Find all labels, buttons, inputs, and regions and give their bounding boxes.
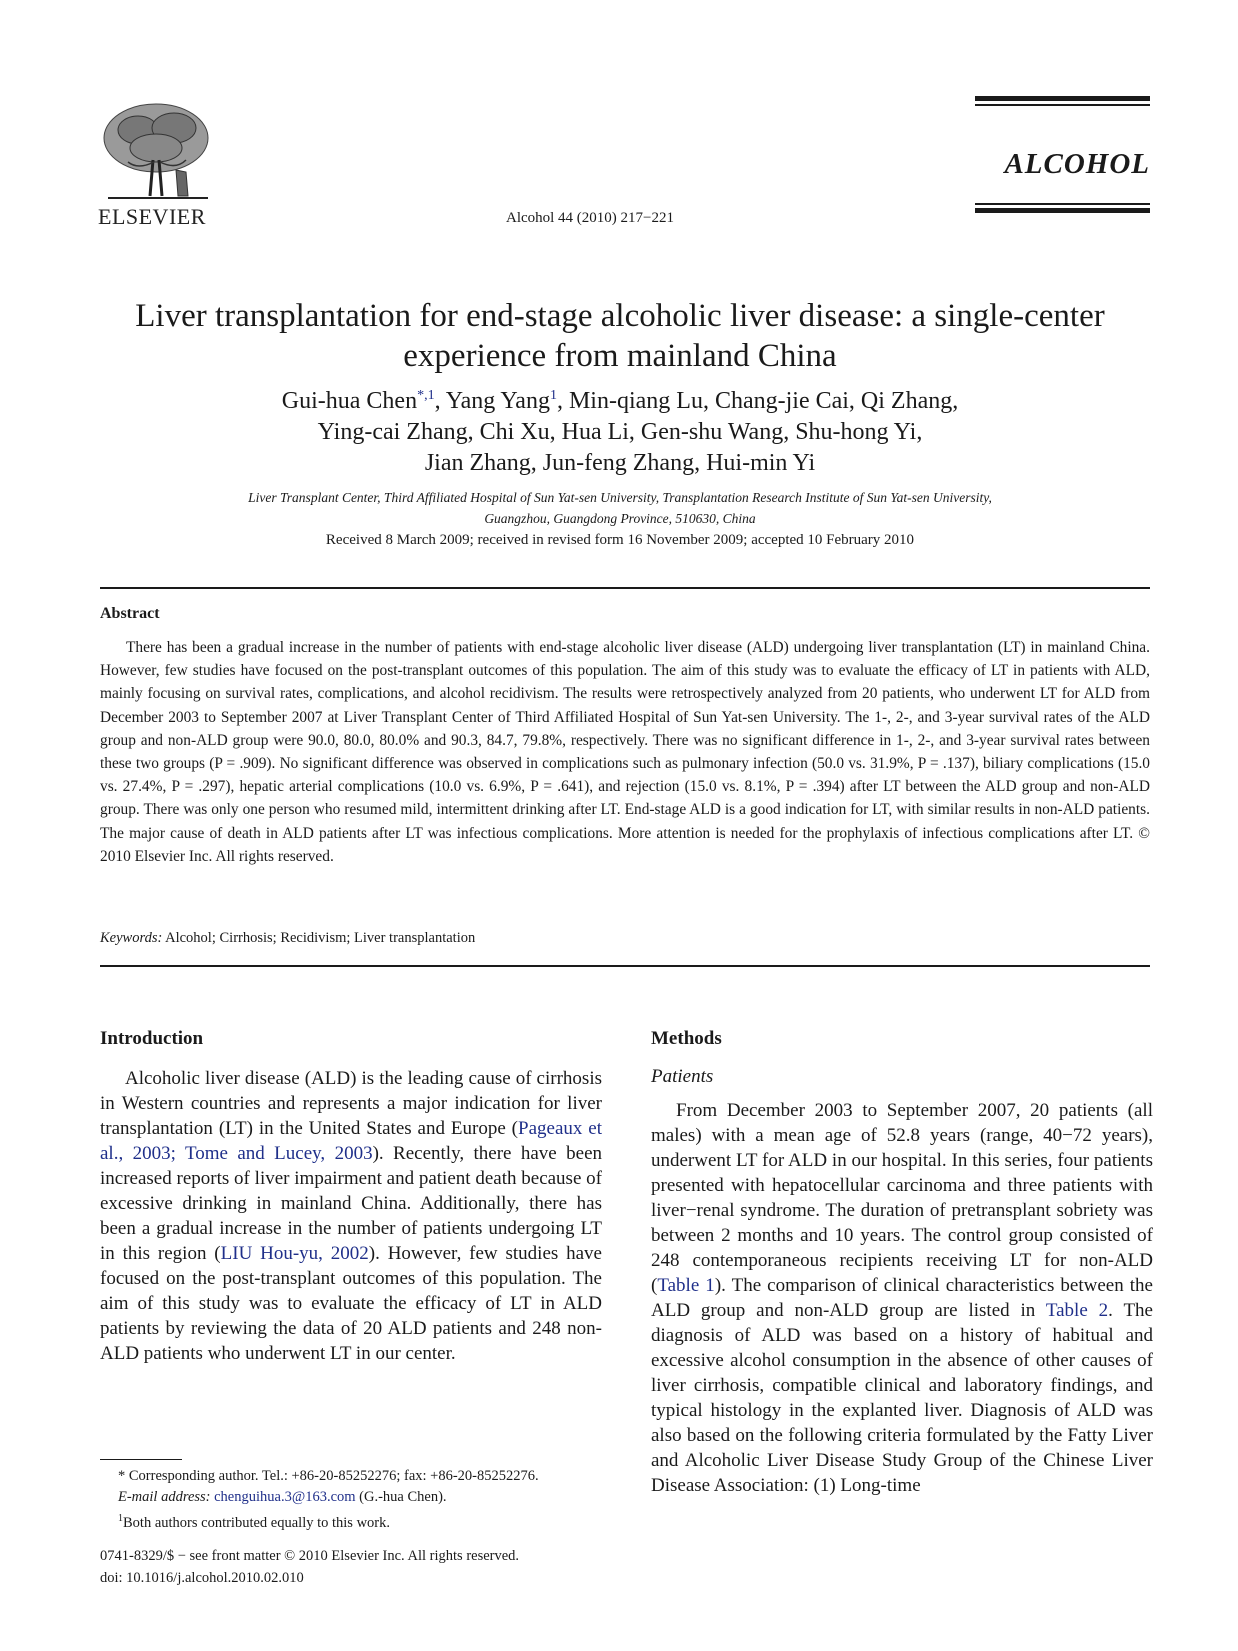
article-title: Liver transplantation for end-stage alcoholic liver disease: a single-center experience from mainland China bbox=[135, 298, 1105, 374]
keywords-list: Alcohol; Cirrhosis; Recidivism; Liver transplantation bbox=[165, 930, 476, 946]
table-link[interactable]: Table 2 bbox=[1045, 1300, 1109, 1321]
body-text: Alcoholic liver disease (ALD) is the leading cause of cirrhosis in Western countries and represents a major indication for liver transplantation (LT) in the United States and Europe ( bbox=[100, 1068, 602, 1139]
author-marks[interactable]: 1 bbox=[549, 388, 557, 403]
body-text: From December 2003 to September 2007, 20 patients (all males) with a mean age of 52.8 years (range, 40−72 years), underwent LT for ALD in our hospital. In this series, four patients presented with hepatocellular carcinoma and three patients with liver−renal syndrome. The duration of pretransplant sobriety was between 2 months and 10 years. The control group consisted of 248 contemporaneous recipients receiving LT for non-ALD ( bbox=[651, 1100, 1153, 1296]
author-marks[interactable]: *,1 bbox=[417, 388, 435, 403]
body-text: ). However, few studies have focused on the post-transplant outcomes of this population. The aim of this study was to evaluate the efficacy of LT in ALD patients by reviewing the data of 20 ALD patients and 248 non-ALD patients who underwent LT in our center. bbox=[100, 1243, 602, 1364]
body-text: ). Recently, there have been increased reports of liver impairment and patient death because of excessive drinking in mainland China. Additionally, there has been a gradual increase in the number of patients undergoing LT in this region ( bbox=[100, 1143, 603, 1264]
footnote-text: Both authors contributed equally to this work. bbox=[123, 1514, 391, 1531]
email-link[interactable]: chenguihua.3@163.com bbox=[214, 1489, 356, 1505]
journal-masthead bbox=[975, 96, 1150, 213]
methods-paragraph bbox=[651, 1098, 1153, 1498]
abstract-text: There has been a gradual increase in the number of patients with end-stage alcoholic liver disease (ALD) undergoing liver transplantation (LT) in mainland China. However, few studies have focused on the post-transplant outcomes of this population. The aim of this study was to evaluate the efficacy of LT in patients with ALD, mainly focusing on survival rates, complications, and alcohol recidivism. The results were retrospectively analyzed from 20 patients, who underwent LT for ALD from December 2003 to September 2007 at Liver Transplant Center of Third Affiliated Hospital of Sun Yat-sen University. The 1-, 2-, and 3-year survival rates of the ALD group and non-ALD group were 90.0, 80.0, 80.0% and 90.3, 84.7, 79.8%, respectively. There was no significant difference in 1-, 2-, and 3-year survival rates between these two groups (P = .909). No significant difference was observed in complications such as pulmonary infection (50.0 vs. 31.9%, P = .137), biliary complications (15.0 vs. 27.4%, P = .297), hepatic arterial complications (10.0 vs. 6.9%, P = .641), and rejection (15.0 vs. 8.1%, P = .394) after LT between the ALD group and non-ALD group. There was only one person who resumed mild, intermittent drinking after LT. End-stage ALD is a good indication for LT, with similar results in non-ALD patients. The major cause of death in ALD patients after LT was infectious complications. More attention is needed for the prophylaxis of infectious complications after LT. © 2010 Elsevier Inc. All rights reserved. bbox=[100, 639, 1150, 865]
author-name: Yang Yang bbox=[445, 388, 550, 414]
keywords-label: Keywords: bbox=[100, 930, 163, 946]
author-line: Gui-hua Chen$^{*,1}$, Yang Yang$^1$, Min-qiang Lu, Chang-jie Cai, Qi Zhang, bbox=[281, 388, 959, 414]
citation-link[interactable]: LIU Hou-yu, 2002 bbox=[220, 1243, 369, 1264]
email-owner: (G.-hua Chen). bbox=[355, 1489, 447, 1505]
affiliation-line: Guangzhou, Guangdong Province, 510630, China bbox=[484, 511, 756, 526]
author-line: Jian Zhang, Jun-feng Zhang, Hui-min Yi bbox=[424, 450, 816, 476]
section-heading-methods: Methods bbox=[651, 1028, 722, 1049]
front-matter bbox=[100, 1545, 605, 1589]
footnote-email bbox=[100, 1487, 605, 1508]
affiliation bbox=[100, 487, 1140, 529]
body-text: . The diagnosis of ALD was based on a history of habitual and excessive alcohol consumption in the absence of other causes of liver cirrhosis, compatible clinical and laboratory findings, and typical histology in the explanted liver. Diagnosis of ALD was also based on the following criteria formulated by the Fatty Liver and Alcoholic Liver Disease Study Group of the Chinese Liver Disease Association: (1) Long-time bbox=[651, 1300, 1153, 1496]
footnote-equal-contribution bbox=[100, 1508, 605, 1534]
doi[interactable]: doi: 10.1016/j.alcohol.2010.02.010 bbox=[100, 1570, 304, 1586]
body-text: ). The comparison of clinical characteristics between the ALD group and non-ALD group are listed in bbox=[651, 1275, 1153, 1321]
masthead-rule bbox=[975, 104, 1150, 106]
divider bbox=[100, 965, 1150, 967]
affiliation-line: Liver Transplant Center, Third Affiliated Hospital of Sun Yat-sen University, Transplantation Research Institute of Sun Yat-sen University, bbox=[248, 490, 992, 505]
keywords bbox=[100, 930, 475, 947]
subsection-heading-patients: Patients bbox=[651, 1066, 714, 1087]
introduction-paragraph bbox=[100, 1066, 602, 1366]
citation: Alcohol 44 (2010) 217−221 bbox=[505, 210, 675, 226]
citation-link[interactable]: Pageaux et al., 2003; Tome and Lucey, 2003 bbox=[100, 1118, 602, 1164]
article-dates: Received 8 March 2009; received in revised form 16 November 2009; accepted 10 February 2010 bbox=[325, 532, 915, 548]
author-line: Ying-cai Zhang, Chi Xu, Hua Li, Gen-shu Wang, Shu-hong Yi, bbox=[317, 419, 923, 445]
copyright-line: 0741-8329/$ − see front matter © 2010 Elsevier Inc. All rights reserved. bbox=[100, 1548, 520, 1564]
table-link[interactable]: Table 1 bbox=[657, 1275, 715, 1296]
email-label: E-mail address: bbox=[118, 1489, 211, 1505]
masthead-rule bbox=[975, 203, 1150, 205]
divider bbox=[100, 587, 1150, 589]
footnote-mark: 1 bbox=[118, 1513, 123, 1524]
footnote-rule bbox=[100, 1459, 182, 1460]
footnote-corresponding: * Corresponding author. Tel.: +86-20-85252276; fax: +86-20-85252276. bbox=[118, 1468, 539, 1484]
author-names: , Min-qiang Lu, Chang-jie Cai, Qi Zhang, bbox=[556, 388, 959, 414]
author-list bbox=[100, 386, 1140, 479]
publisher-name: ELSEVIER bbox=[98, 204, 206, 229]
left-column bbox=[100, 1028, 602, 1366]
right-column bbox=[651, 1028, 1153, 1498]
author-name: Gui-hua Chen bbox=[281, 388, 418, 414]
journal-name: ALCOHOL bbox=[1004, 148, 1150, 180]
section-heading-introduction: Introduction bbox=[100, 1028, 204, 1049]
masthead-rule bbox=[975, 96, 1150, 101]
abstract-heading: Abstract bbox=[100, 605, 160, 622]
masthead-rule bbox=[975, 208, 1150, 213]
tree-icon bbox=[98, 100, 216, 204]
footnotes bbox=[100, 1466, 605, 1534]
